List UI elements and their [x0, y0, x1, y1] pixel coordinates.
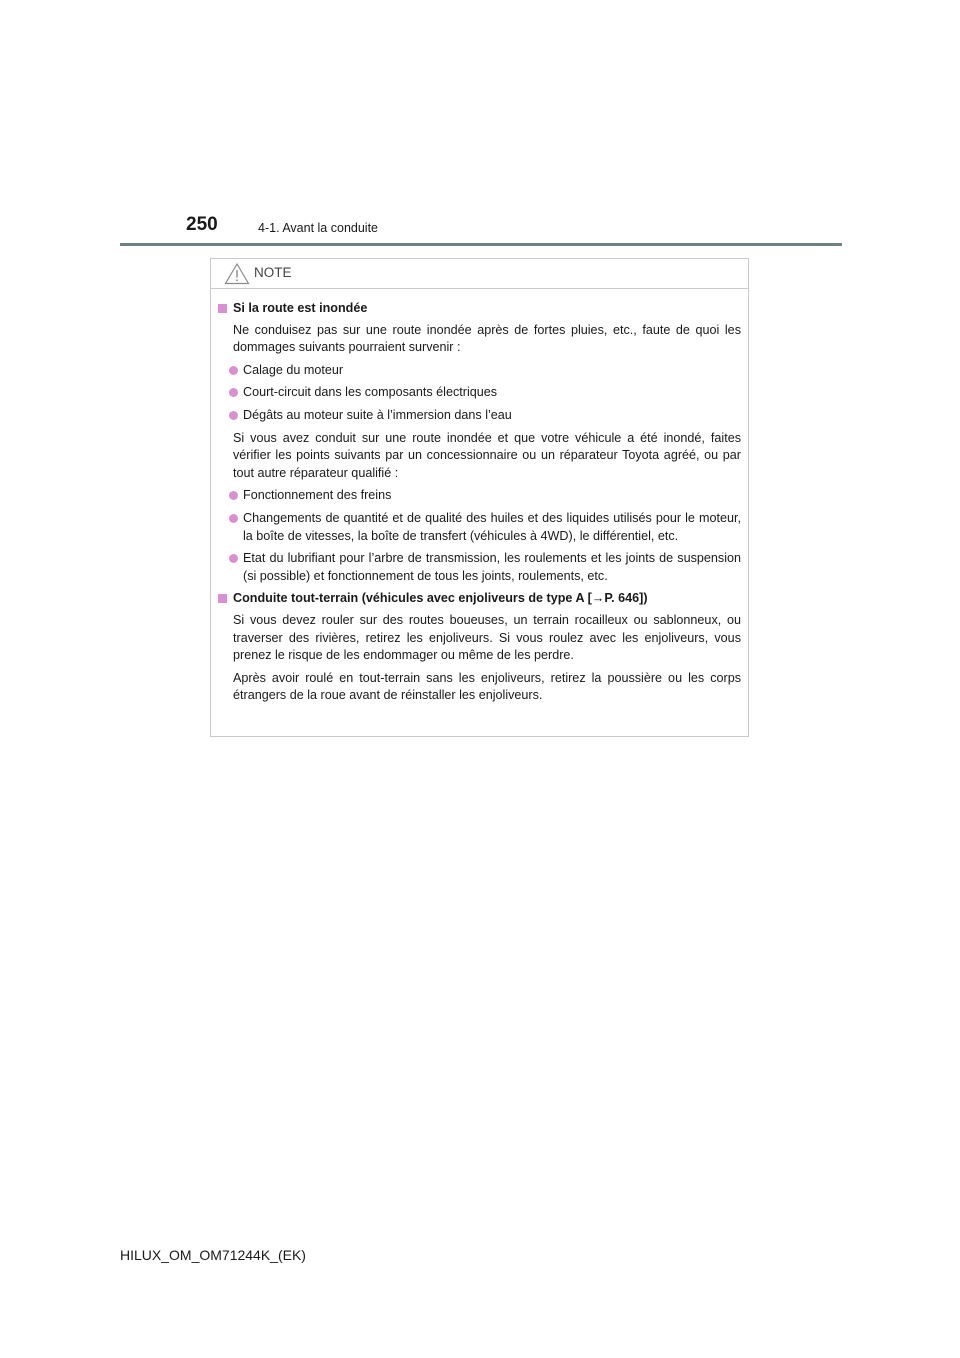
list-item — [218, 510, 741, 545]
list-item-text: Fonctionnement des freins — [243, 488, 392, 503]
square-bullet-icon — [218, 304, 227, 313]
list-item-text: Etat du lubrifiant pour l’arbre de transmission, les roulements et les joints de suspension (si possible) et fonctionnement de tous les joints, roulements, etc. — [243, 551, 741, 583]
circle-bullet-icon — [229, 514, 238, 523]
list-item — [218, 407, 741, 425]
note-section-off-road — [218, 590, 741, 608]
circle-bullet-icon — [229, 411, 238, 420]
paragraph: Après avoir roulé en tout-terrain sans les enjoliveurs, retirez la poussière ou les corps étrangers de la roue avant de réinstaller les enjoliveurs. — [233, 670, 741, 703]
list-item-text: Dégâts au moteur suite à l’immersion dans l’eau — [243, 407, 512, 422]
page-number: 250 — [186, 214, 218, 235]
note-box — [210, 258, 749, 737]
list-item — [218, 362, 741, 380]
paragraph: Ne conduisez pas sur une route inondée après de fortes pluies, etc., faute de quoi les dommages suivants pourraient survenir : — [233, 322, 741, 355]
list-item-text: Changements de quantité et de qualité des huiles et des liquides utilisés pour le moteur, la boîte de vitesses, la boîte de transfert (véhicules à 4WD), le différentiel, etc. — [243, 510, 741, 543]
section-heading: Conduite tout-terrain (véhicules avec enjoliveurs de type A [→P. 646]) — [233, 591, 648, 606]
section-heading: Si la route est inondée — [233, 301, 368, 315]
note-label: NOTE — [254, 265, 292, 280]
list-item — [218, 487, 741, 505]
list-item-text: Calage du moteur — [243, 362, 344, 377]
note-header — [211, 259, 748, 289]
circle-bullet-icon — [229, 366, 238, 375]
list-item — [218, 384, 741, 402]
list-item — [218, 550, 741, 585]
footer-doc-code: HILUX_OM_OM71244K_(EK) — [120, 1247, 306, 1263]
paragraph: Si vous devez rouler sur des routes boueuses, un terrain rocailleux ou sablonneux, ou traverser des rivières, retirez les enjoliveurs. Si vous roulez avec les enjoliveurs, vous prenez le risque de les endommager ou même de les perdre. — [233, 612, 741, 663]
paragraph: Si vous avez conduit sur une route inondée et que votre véhicule a été inondé, faites vérifier les points suivants par un concessionnaire ou un réparateur Toyota agréé, ou par tout autre réparateur qualifié : — [233, 430, 741, 480]
section-title: 4-1. Avant la conduite — [258, 221, 378, 235]
list-item-text: Court-circuit dans les composants électriques — [243, 385, 498, 400]
header-rule — [120, 243, 842, 246]
note-section-flooded-road — [218, 300, 741, 318]
square-bullet-icon — [218, 594, 227, 603]
warning-triangle-icon — [224, 262, 250, 285]
note-body — [211, 289, 748, 705]
